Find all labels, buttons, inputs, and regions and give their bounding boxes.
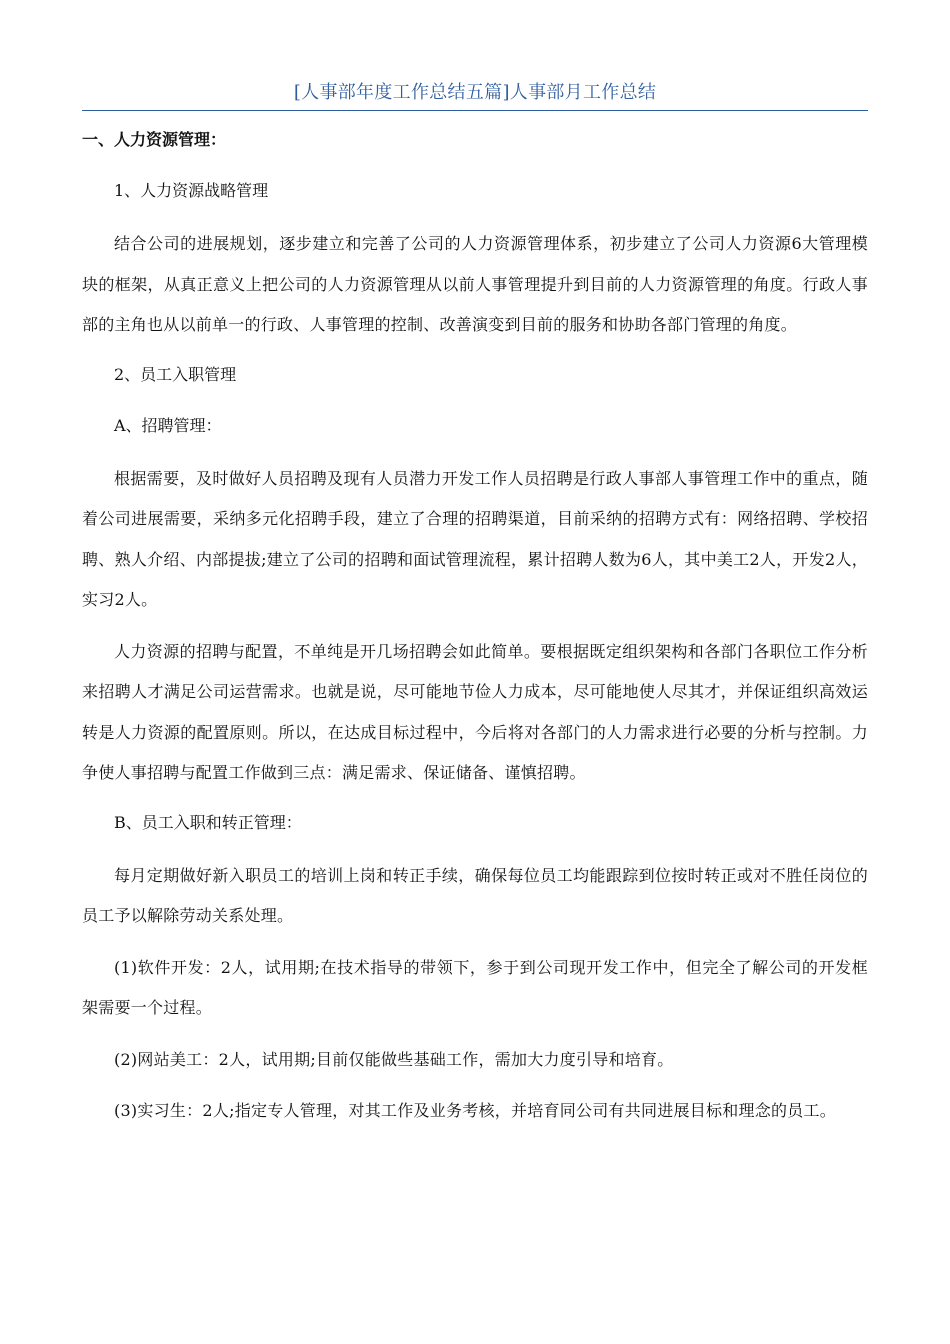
document-title: [人事部年度工作总结五篇]人事部月工作总结	[293, 82, 657, 103]
paragraph: 每月定期做好新入职员工的培训上岗和转正手续，确保每位员工均能跟踪到位按时转正或对不胜任岗位的员工予以解除劳动关系处理。	[82, 865, 868, 925]
section-heading: 一、人力资源管理：	[82, 130, 227, 149]
subsection-heading: 1、人力资源战略管理	[114, 181, 269, 200]
list-item: (3)实习生：2人;指定专人管理，对其工作及业务考核，并培育同公司有共同进展目标和理念的员工。	[114, 1101, 836, 1120]
page-header	[82, 80, 868, 111]
paragraph: 结合公司的进展规划，逐步建立和完善了公司的人力资源管理体系，初步建立了公司人力资源6大管理模块的框架，从真正意义上把公司的人力资源管理从以前人事管理提升到目前的人力资源管理的角度。行政人事部的主角也从以前单一的行政、人事管理的控制、改善演变到目前的服务和协助各部门管理的角度。	[82, 234, 868, 334]
subsection-heading: A、招聘管理：	[114, 415, 222, 435]
document-body	[82, 122, 868, 1143]
list-item: (2)网站美工：2人，试用期;目前仅能做些基础工作，需加大力度引导和培育。	[114, 1049, 674, 1069]
list-item: (1)软件开发：2人，试用期;在技术指导的带领下，参于到公司现开发工作中，但完全了解公司的开发框架需要一个过程。	[82, 957, 868, 1017]
paragraph: 人力资源的招聘与配置，不单纯是开几场招聘会如此简单。要根据既定组织架构和各部门各职位工作分析来招聘人才满足公司运营需求。也就是说，尽可能地节俭人力成本，尽可能地使人尽其才，并保证组织高效运转是人力资源的配置原则。所以，在达成目标过程中，今后将对各部门的人力需求进行必要的分析与控制。力争使人事招聘与配置工作做到三点：满足需求、保证储备、谨慎招聘。	[82, 641, 868, 782]
subsection-heading: 2、员工入职管理	[114, 364, 237, 384]
paragraph: 根据需要，及时做好人员招聘及现有人员潜力开发工作人员招聘是行政人事部人事管理工作中的重点，随着公司进展需要，采纳多元化招聘手段，建立了合理的招聘渠道，目前采纳的招聘方式有：网络招聘、学校招聘、熟人介绍、内部提拔;建立了公司的招聘和面试管理流程，累计招聘人数为6人，其中美工2人，开发2人，实习2人。	[82, 468, 868, 609]
subsection-heading: B、员工入职和转正管理：	[114, 812, 302, 832]
